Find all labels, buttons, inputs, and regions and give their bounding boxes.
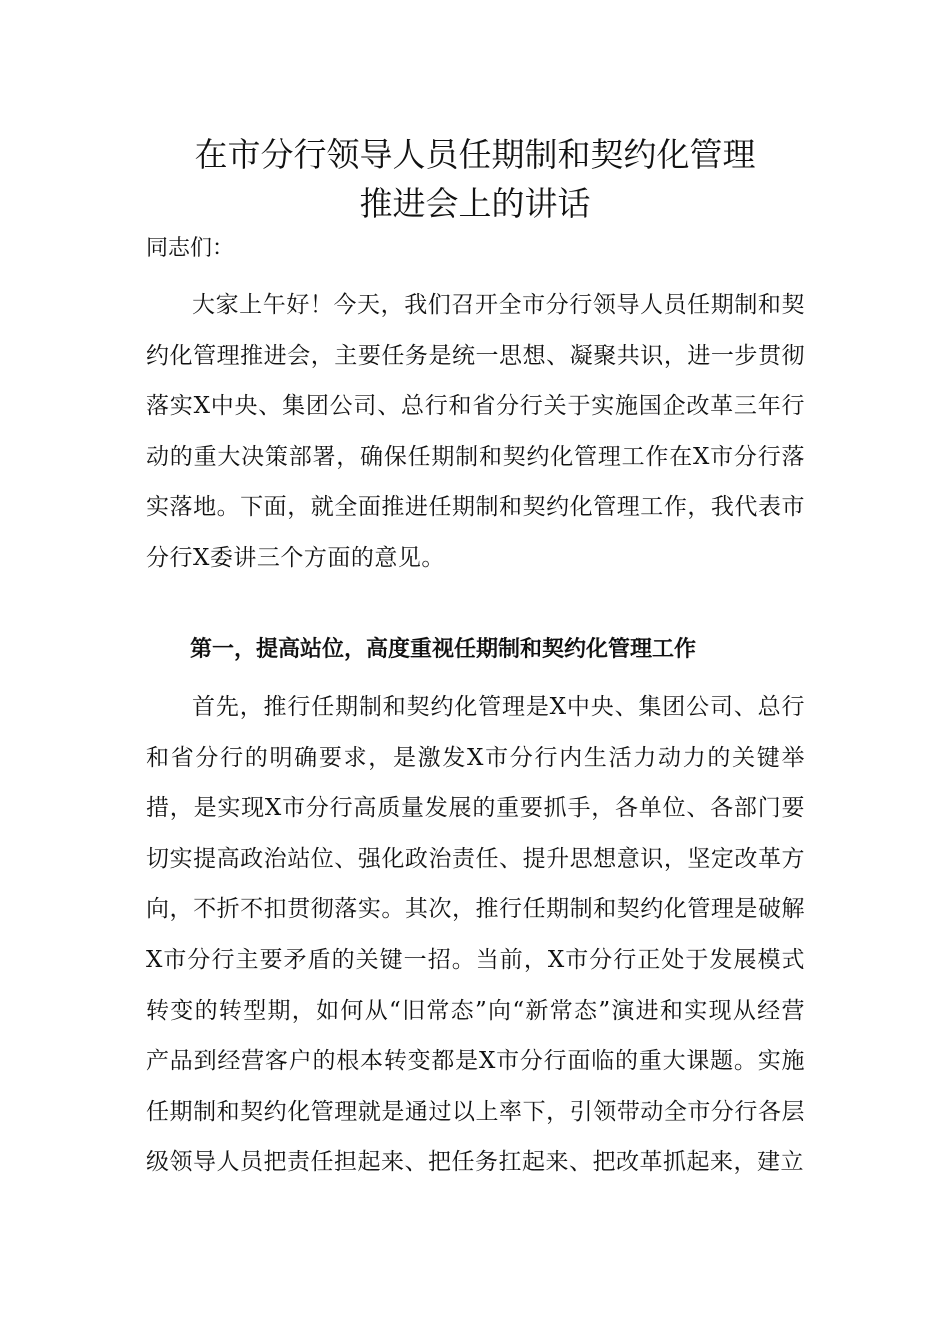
section-heading-first: 第一，提高站位，高度重视任期制和契约化管理工作 [190, 637, 697, 662]
document-title-line-1: 在市分行领导人员任期制和契约化管理 [194, 135, 756, 174]
body-paragraph-opening: 大家上午好！今天，我们召开全市分行领导人员任期制和契约化管理推进会，主要任务是统一思想、凝聚共识，进一步贯彻落实X中央、集团公司、总行和省分行关于实施国企改革三年行动的重大决策部署，确保任期制和契约化管理工作在X市分行落实落地。下面，就全面推进任期制和契约化管理工作，我代表市分行X委讲三个方面的意见。 [146, 292, 805, 571]
document-title-line-2: 推进会上的讲话 [359, 184, 591, 223]
salutation: 同志们： [146, 236, 235, 261]
body-paragraph-section-one: 首先，推行任期制和契约化管理是X中央、集团公司、总行和省分行的明确要求，是激发X市分行内生活力动力的关键举措，是实现X市分行高质量发展的重要抓手，各单位、各部门要切实提高政治站位、强化政治责任、提升思想意识，坚定改革方向，不折不扣贯彻落实。其次，推行任期制和契约化管理是破解X市分行主要矛盾的关键一招。当前，X市分行正处于发展模式转变的转型期，如何从“旧常态”向“新常态”演进和实现从经营产品到经营客户的根本转变都是X市分行面临的重大课题。实施任期制和契约化管理就是通过以上率下，引领带动全市分行各层级领导人员把责任担起来、把任务扛起来、把改革抓起来，建立 [146, 694, 805, 1176]
